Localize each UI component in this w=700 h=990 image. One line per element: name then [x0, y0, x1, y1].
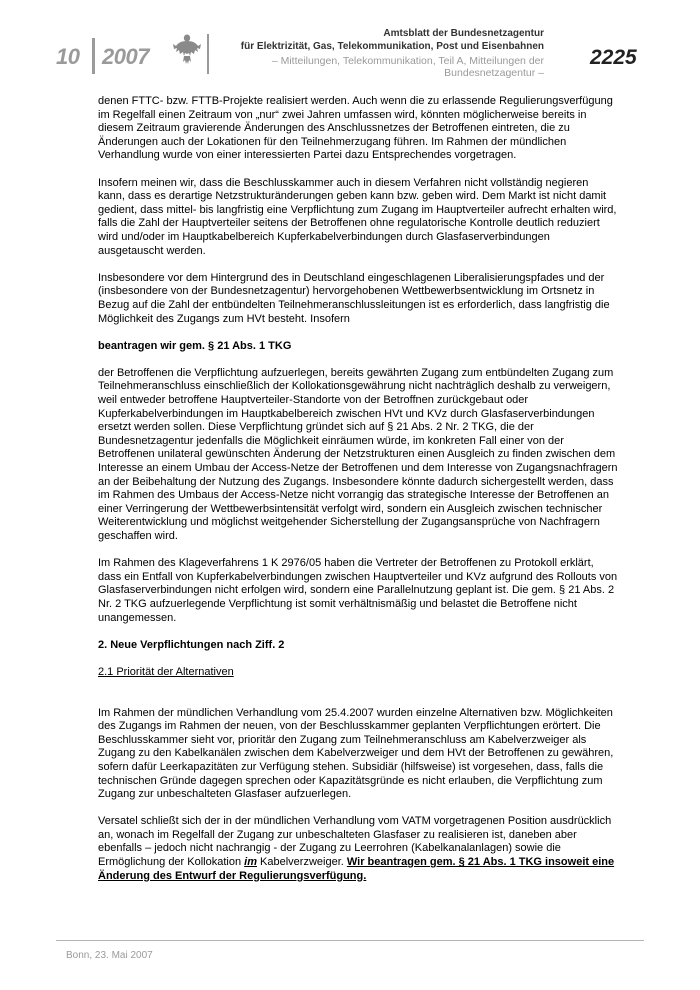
paragraph-1: denen FTTC- bzw. FTTB-Projekte realisiert werden. Auch wenn die zu erlassende Regulierungsverfügung im Regelfall einen Zeitraum von „nur“ zwei Jahren umfassen wird, könnten möglicherweise bereits in diesem Zeitraum gravierende Änderungen des Anschlussnetzes der Betroffenen eintreten, die zu Änderungen auch der Lokationen für den Teilnehmerzugang führen. Im Rahmen der mündlichen Verhandlung wurde von einer interessierten Partei dazu Entsprechendes vorgetragen. — [98, 95, 613, 162]
paragraph-7-text: Versatel schließt sich der in der mündlichen Verhandlung vom VATM vorgetragenen Position ausdrücklich an, wonach im Regelfall der Zugang zur unbeschalteten Glasfaser zu realisieren ist, daneben aber ebenfalls – jedoch nicht nachrangig - der Zugang zu Leerrohren (Kabelkanalanlagen) sowie die Ermöglichung der Kollokation — [98, 815, 612, 869]
paragraph-7-request: Wir beantragen gem. § 21 Abs. 1 TKG insoweit eine Änderung des Entwurf der Regulierungsverfügung. — [98, 856, 615, 882]
paragraph-7-emphasis: im — [244, 856, 257, 869]
section-2-heading: 2. Neue Verpflichtungen nach Ziff. 2 — [98, 638, 285, 651]
request-heading: beantragen wir gem. § 21 Abs. 1 TKG — [98, 339, 292, 352]
page-number: 2225 — [590, 46, 637, 69]
section-2-1-heading: 2.1 Priorität der Alternativen — [98, 665, 234, 678]
issue-divider — [92, 38, 95, 74]
journal-title: Amtsblatt der Bundesnetzagentur — [383, 28, 544, 39]
paragraph-2: Insofern meinen wir, dass die Beschlusskammer auch in diesem Verfahren nicht vollständig negieren kann, dass es derartige Netzstrukturänderungen geben kann bzw. geben wird. Dem Markt ist nicht damit gedient, dass mittel- bis langfristig eine Verpflichtung zum Zugang im Hauptverteiler aufrecht erhalten wird, falls die Zahl der Hauptverteiler seitens der Betroffenen ohne regulatorische Kontrolle deutlich reduziert wird und/oder im Hauptkabelbereich Kupferkabelverbindungen durch Glasfaserverbindungen ausgetauscht werden. — [98, 176, 617, 257]
paragraph-3: Insbesondere vor dem Hintergrund des in Deutschland eingeschlagenen Liberalisierungspfades und der (insbesondere von der Bundesnetzagentur) hervorgehobenen Wettbewerbsentwicklung im Ortsnetz in Bezug auf die Zahl der entbündelten Teilnehmeranschlussleitungen ist es erforderlich, dass langfristig die Möglichkeit des Zugangs zum HVt besteht. Insofern — [98, 271, 610, 325]
footer-divider — [56, 940, 644, 941]
page-content — [98, 95, 618, 897]
footer-date: Bonn, 23. Mai 2007 — [66, 950, 153, 961]
paragraph-4: der Betroffenen die Verpflichtung aufzuerlegen, bereits gewährten Zugang zum entbündelten Zugang zum Teilnehmeranschluss einschließlich der Kollokationsgewährung nicht nachträglich deshalb zu verweigern, weil entweder betroffene Hauptverteiler-Standorte von der Betroffnen zurückgebaut oder Kupferkabelverbindungen im Hauptkabelbereich zwischen HVt und KVz durch Glasfaserverbindungen ersetzt werden sollen. Diese Verpflichtung gründet sich auf § 21 Abs. 2 Nr. 2 TKG, die der Bundesnetzagentur jedenfalls die Möglichkeit einräumen würde, im konkreten Fall einer von der Betroffenen unilateral gewünschten Änderung der Netzstrukturen einen Ausgleich zu finden zwischen dem Interesse an einem Umbau der Access-Netze der Betroffenen und dem Interesse von Zugangsnachfragern an der Beibehaltung der Nutzung des Zugangs. Insbesondere könnte dadurch sichergestellt werden, dass im Rahmen des Umbaus der Access-Netze nicht vorrangig das strategische Interesse der Betroffenen an einer Verringerung der Wettbewerbsintensität verfolgt wird, sondern ein Ausgleich zwischen technischer Weiterentwicklung und möglichst weitgehender Sicherstellung der Zugangsansprüche von Nachfragern geschaffen wird. — [98, 366, 618, 542]
paragraph-5: Im Rahmen des Klageverfahrens 1 K 2976/05 haben die Vertreter der Betroffenen zu Protokoll erklärt, dass ein Entfall von Kupferkabelverbindungen zwischen Hauptverteiler und KVz aufgrund des Rollouts von Glasfaserverbindungen nicht erfolgen wird, sondern eine Parallelnutzung geplant ist. Die gem. § 21 Abs. 2 Nr. 2 TKG aufzuerlegende Verpflichtung ist somit verhältnismäßig und belastet die Betroffene nicht unangemessen. — [98, 557, 618, 624]
journal-subtitle: – Mitteilungen, Telekommunikation, Teil A, Mitteilungen der Bundesnetzagentur – — [271, 55, 544, 79]
paragraph-7-text-2: Kabelverzweiger. — [256, 856, 347, 869]
page-header — [0, 0, 700, 90]
paragraph-7 — [98, 815, 618, 883]
federal-eagle-icon — [172, 32, 202, 66]
issue-year: 2007 — [102, 44, 149, 69]
paragraph-6: Im Rahmen der mündlichen Verhandlung vom 25.4.2007 wurden einzelne Alternativen bzw. Möglichkeiten des Zugangs im Rahmen der neuen, von der Beschlusskammer geplanten Verpflichtungen erörtert. Die Beschlusskammer sieht vor, prioritär den Zugang zum Teilnehmeranschluss am Kabelverzweiger als Zugang zu den Kabelkanälen zwischen dem Kabelverzweiger und dem HVt der Betroffenen zu gewähren, sofern dafür Leerkapazitäten zur Verfügung stehen. Subsidiär (hilfsweise) ist vorgesehen, dass, falls die technischen Gründe dagegen sprechen oder Kapazitätsgründe es nicht erlauben, die Verpflichtung zum Zugang zur unbeschalteten Glasfaser aufzuerlegen. — [98, 706, 614, 801]
issue-number: 10 — [56, 44, 80, 69]
journal-title-line2: für Elektrizität, Gas, Telekommunikation, Post und Eisenbahnen — [240, 41, 544, 52]
